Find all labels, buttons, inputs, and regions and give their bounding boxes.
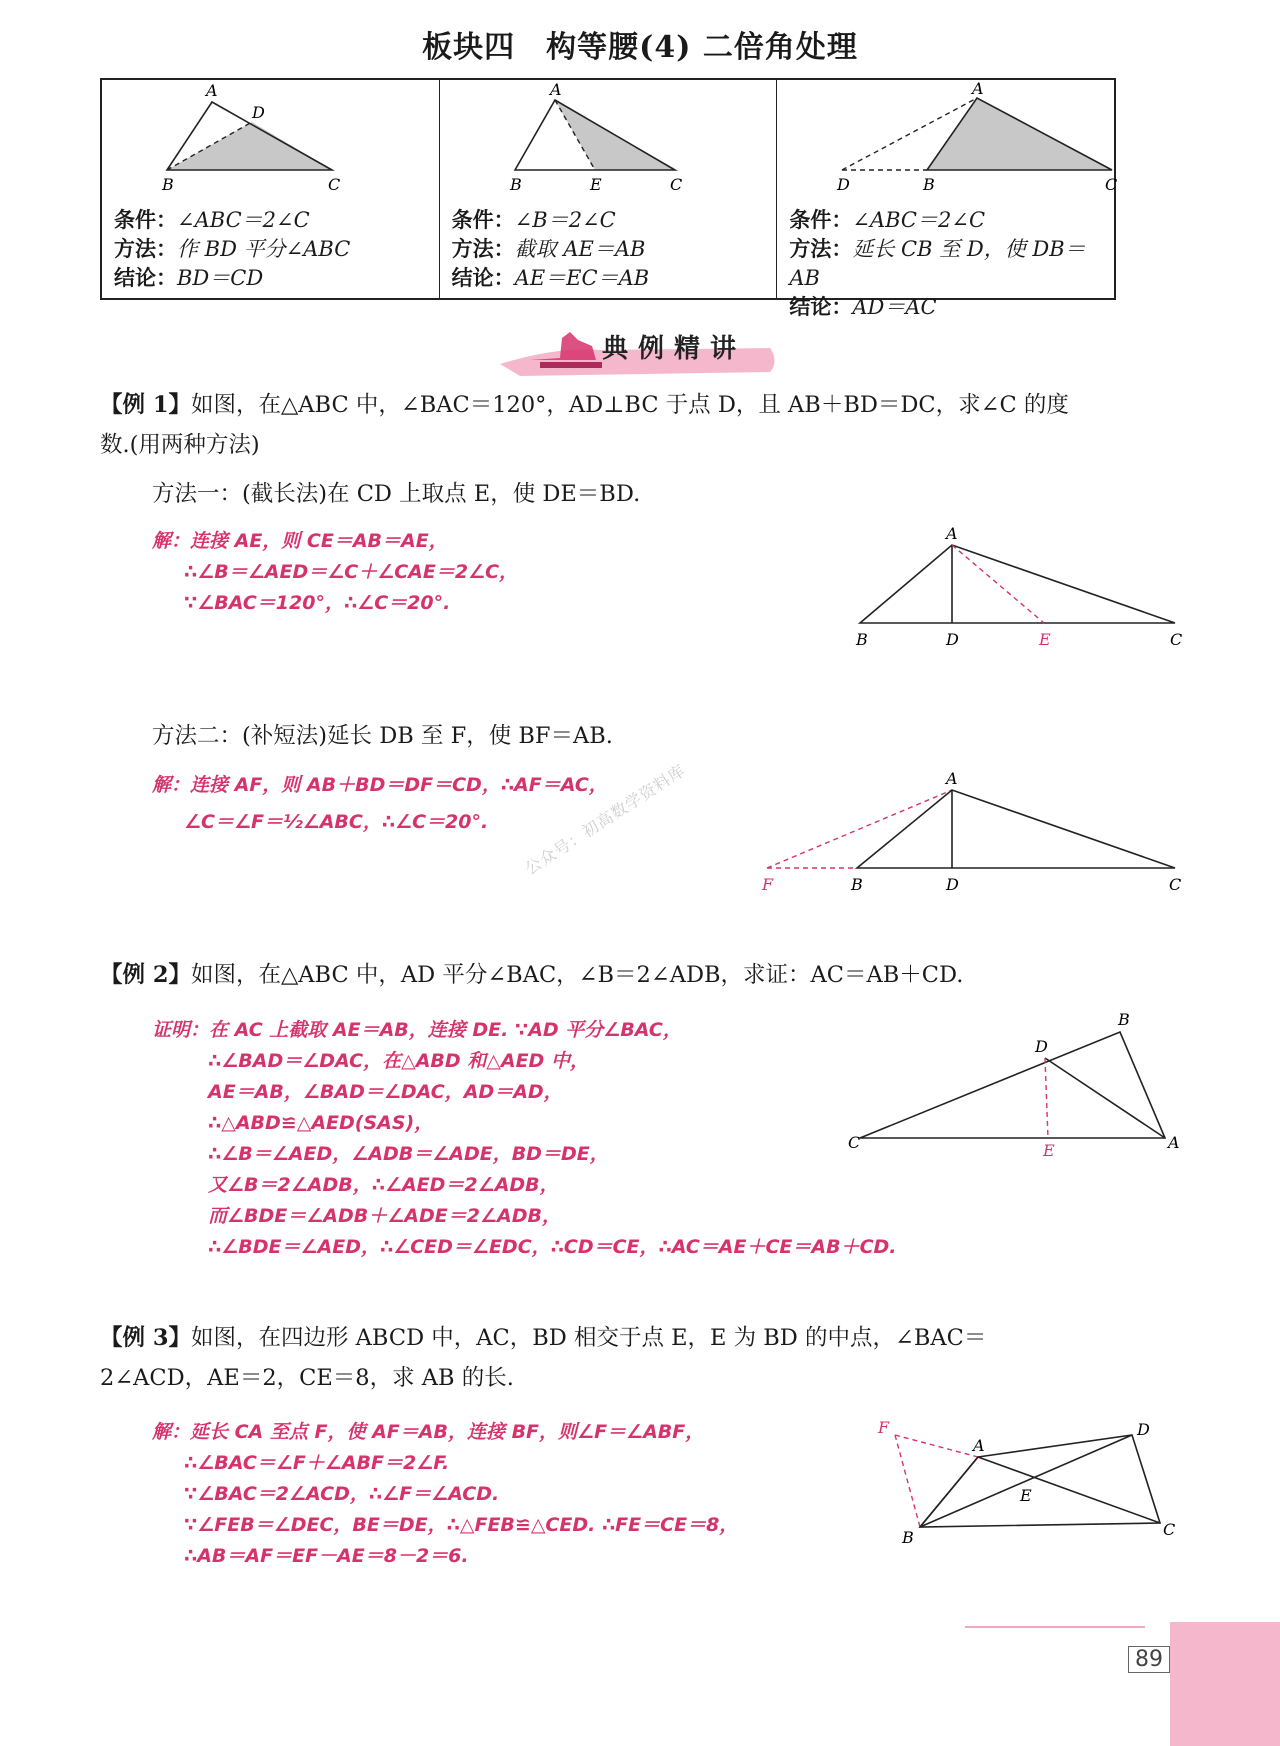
figure-example-1a [850, 525, 1190, 655]
solution-3: 解：延长 CA 至点 F，使 AF＝AB，连接 BF，则∠F＝∠ABF， ∴∠BAC＝∠F＋∠ABF＝2∠F. ∵∠BAC＝2∠ACD，∴∠F＝∠ACD. ∵∠FEB＝∠DEC，BE＝DE，∴△FEB≌△CED. ∴FE＝CE＝8， ∴AB＝AF＝EF－AE＝8－2＝6. [152, 1421, 739, 1567]
point-label: F [878, 1418, 890, 1437]
point-label: C [1169, 875, 1182, 894]
point-label: E [1020, 1486, 1032, 1505]
table-cell-2 [440, 80, 778, 298]
point-label: D [1035, 1037, 1048, 1056]
summary-table [100, 78, 1118, 319]
shaded-triangle [167, 122, 332, 170]
diagram-1 [102, 80, 432, 205]
point-label: C [1105, 175, 1118, 194]
point-label: A [1168, 1133, 1180, 1152]
table-cell-1 [102, 80, 440, 298]
point-label: E [1043, 1141, 1055, 1160]
point-label: B [851, 875, 863, 894]
point-label: B [856, 630, 868, 649]
diagram-3 [777, 80, 1117, 205]
point-label: B [923, 175, 936, 194]
point-label: A [946, 770, 958, 788]
point-label: A [549, 80, 562, 99]
example-2-statement: 【例 2】如图，在△ABC 中，AD 平分∠BAC，∠B＝2∠ADB，求证：AC＝AB＋CD. [100, 962, 964, 988]
method-1-text: 方法一：(截长法)在 CD 上取点 E，使 DE＝BD. [152, 481, 641, 507]
point-label: C [848, 1133, 861, 1152]
point-label: B [1118, 1010, 1130, 1029]
table-cell-3 [777, 80, 1118, 319]
cell-text: 条件：∠ABC＝2∠C 方法：延长 CB 至 D，使 DB＝AB 结论：AD＝AC [789, 208, 1086, 319]
point-label: A [946, 525, 958, 543]
figure-example-1b [755, 770, 1195, 900]
method-2-text: 方法二：(补短法)延长 DB 至 F，使 BF＝AB. [152, 723, 613, 749]
point-label: E [589, 175, 602, 194]
figure-example-2 [840, 1010, 1180, 1170]
point-label: C [1163, 1520, 1176, 1539]
point-label: A [973, 1436, 985, 1455]
footer-band [1170, 1622, 1280, 1746]
point-label: D [1137, 1420, 1150, 1439]
point-label: C [328, 175, 341, 194]
example-3-statement: 【例 3】如图，在四边形 ABCD 中，AC，BD 相交于点 E，E 为 BD 的中点，∠BAC＝ 2∠ACD，AE＝2，CE＝8，求 AB 的长. [100, 1325, 987, 1391]
point-label: C [1170, 630, 1183, 649]
point-label: B [162, 175, 174, 194]
point-label: D [946, 875, 959, 894]
point-label: D [946, 630, 959, 649]
point-label: D [837, 175, 851, 194]
section-heading: 典例精讲 [602, 334, 747, 364]
footer-rule [965, 1626, 1145, 1628]
point-label: E [1039, 630, 1051, 649]
proof-2: 证明：在 AC 上截取 AE＝AB，连接 DE. ∵AD 平分∠BAC， ∴∠BAD＝∠DAC，在△ABD 和△AED 中， AE＝AB，∠BAD＝∠DAC，AD＝AD， ∴△ABD≌△AED(SAS)， ∴∠B＝∠AED，∠ADB＝∠ADE，BD＝DE， 又∠B＝2∠ADB，∴∠AED＝2∠ADB， 而∠BDE＝∠ADB＋∠ADE＝2∠ADB， ∴∠BDE＝∠AED，∴∠CED＝∠EDC，∴CD＝CE，∴AC＝AE＋CE＝AB＋CD. [152, 1019, 897, 1258]
shaded-triangle [927, 98, 1112, 170]
point-label: D [252, 103, 265, 122]
figure-example-3 [870, 1415, 1190, 1555]
cell-text: 条件：∠B＝2∠C 方法：截取 AE＝AB 结论：AE＝EC＝AB [451, 208, 650, 290]
page-number: 89 [1128, 1646, 1170, 1673]
point-label: A [972, 80, 984, 98]
page-title: 板块四 构等腰(4) 二倍角处理 [422, 30, 858, 65]
point-label: B [902, 1528, 914, 1547]
point-label: F [762, 875, 774, 894]
point-label: A [206, 81, 218, 100]
solution-2: 解：连接 AF，则 AB＋BD＝DF＝CD，∴AF＝AC， ∠C＝∠F＝½∠ABC，∴∠C＝20°. [152, 774, 608, 833]
point-label: C [669, 175, 682, 194]
watermark: 公众号：初高数学资料库 [521, 760, 689, 879]
example-1-statement: 【例 1】如图，在△ABC 中，∠BAC＝120°，AD⊥BC 于点 D，且 AB＋BD＝DC，求∠C 的度 数.(用两种方法) [100, 392, 1069, 458]
solution-1: 解：连接 AE，则 CE＝AB＝AE， ∴∠B＝∠AED＝∠C＋∠CAE＝2∠C， ∵∠BAC＝120°，∴∠C＝20°. [152, 530, 519, 614]
diagram-2 [440, 80, 770, 205]
cell-text: 条件：∠ABC＝2∠C 方法：作 BD 平分∠ABC 结论：BD＝CD [114, 208, 351, 290]
point-label: B [509, 175, 522, 194]
